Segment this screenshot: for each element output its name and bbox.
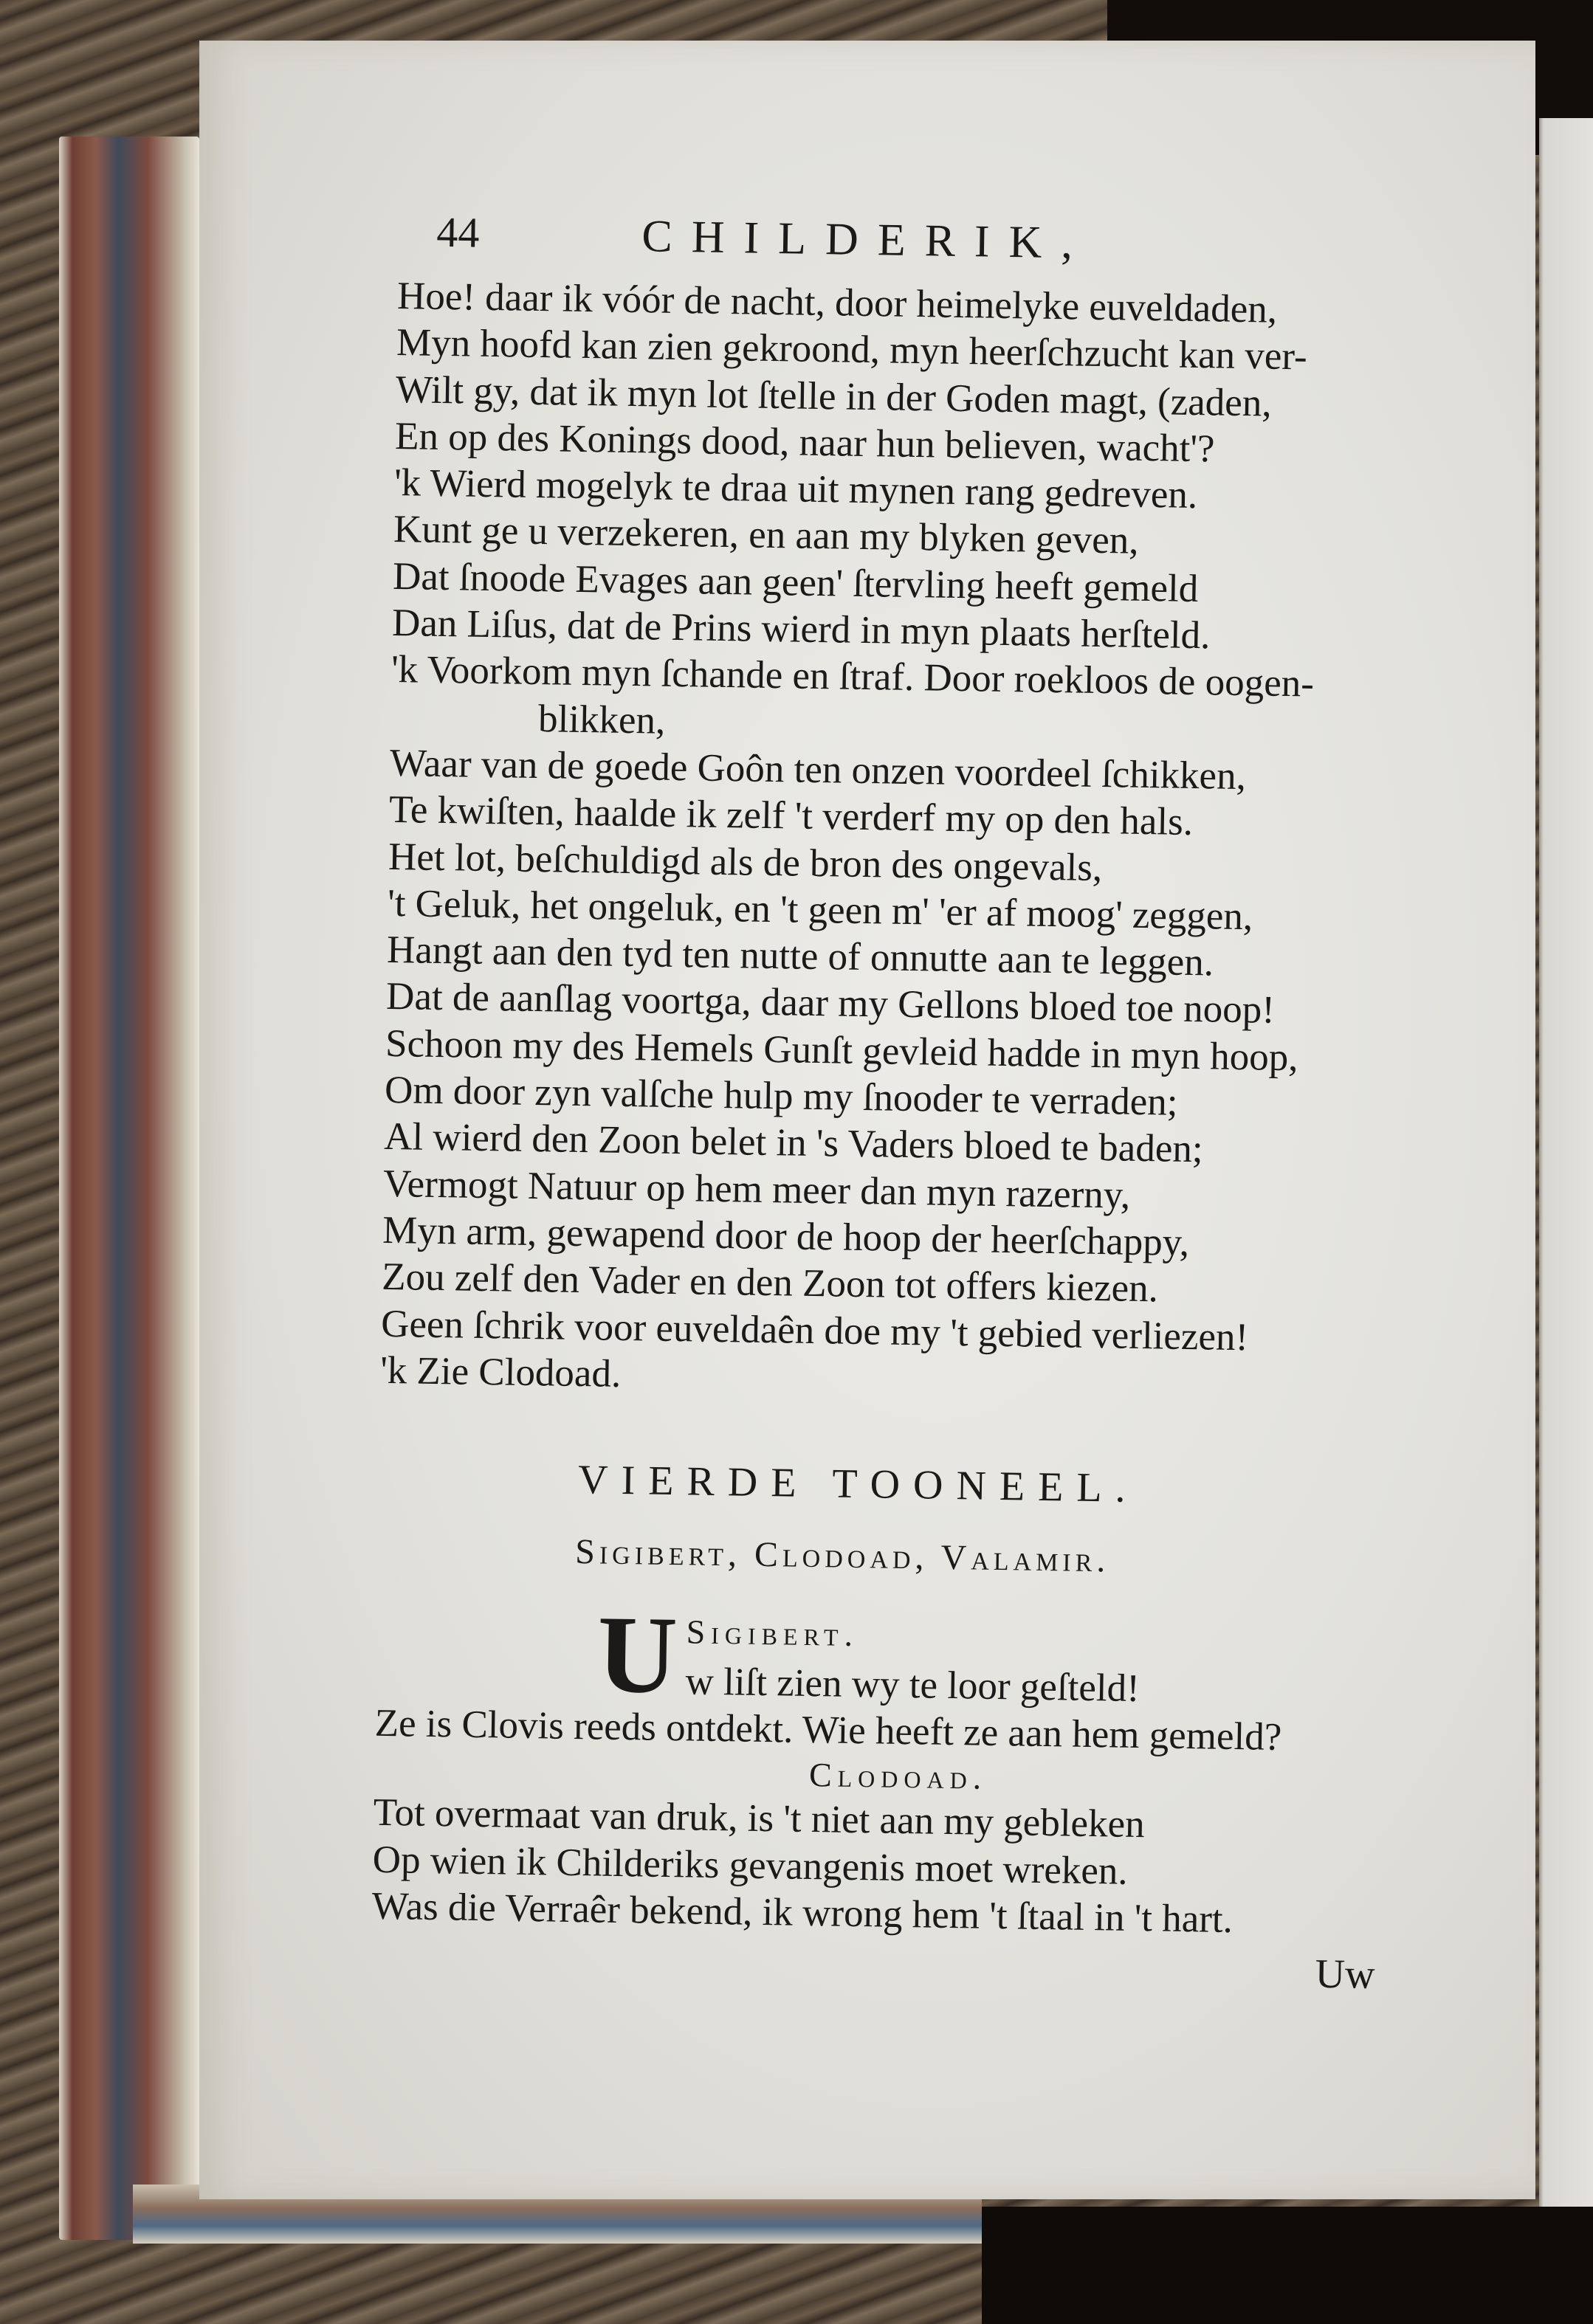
verse-line: Dat de aanſlag voortga, daar my Gellons bloed toe noop!: [385, 975, 1276, 1032]
page-number: 44: [436, 207, 480, 257]
drop-cap-initial: U: [596, 1593, 678, 1717]
scene-cast-list: Sigibert, Clodoad, Valamir.: [574, 1532, 1110, 1580]
verse-line: 'k Zie Clodoad.: [379, 1348, 622, 1396]
verse-line: Vermogt Natuur op hem meer dan myn razerny,: [382, 1162, 1131, 1217]
verse-line: Kunt ge u verzekeren, en aan my blyken geven,: [393, 508, 1140, 563]
verse-line: Waar van de goede Goôn ten onzen voordeel ſchikken,: [389, 741, 1247, 799]
verse-line: Op wien ik Childeriks gevangenis moet wreken.: [372, 1838, 1129, 1893]
speaker-name: Sigibert.: [686, 1613, 859, 1654]
verse-line: Al wierd den Zoon belet in 's Vaders bloed te baden;: [383, 1115, 1204, 1171]
book-spine-binding: [59, 137, 199, 2240]
verse-line: Hoe! daar ik vóór de nacht, door heimelyke euveldaden,: [396, 274, 1278, 331]
verse-line: w liſt zien wy te loor geſteld!: [685, 1660, 1140, 1711]
verse-line: Zou zelf den Vader en den Zoon tot offers kiezen.: [381, 1255, 1159, 1311]
verse-line: En op des Konings dood, naar hun believen, wacht'?: [394, 414, 1215, 471]
verse-line: Te kwiſten, haalde ik zelf 't verderf my op den hals.: [388, 788, 1194, 844]
verse-line-continuation: blikken,: [537, 697, 666, 742]
page-text: [371, 207, 1447, 1999]
scene-heading: VIERDE TOONEEL.: [577, 1457, 1140, 1512]
verse-line: 'k Wierd mogelyk te draa uit mynen rang gedreven.: [393, 461, 1198, 517]
verse-line: Geen ſchrik voor euveldaên doe my 't gebied verliezen!: [380, 1302, 1249, 1359]
scene-opening: [375, 1593, 1425, 1717]
verse-line: Ze is Clovis reeds ontdekt. Wie heeft ze aan hem gemeld?: [374, 1701, 1282, 1759]
catchword: Uw: [1315, 1951, 1376, 1999]
verse-line: Dan Liſus, dat de Prins wierd in myn plaats herſteld.: [391, 601, 1211, 658]
verse-line: Om door zyn valſche hulp my ſnooder te verraden;: [384, 1068, 1178, 1124]
speaker-name: Clodoad.: [808, 1756, 988, 1797]
verse-line: 't Geluk, het ongeluk, en 't geen m' 'er af moog' zeggen,: [387, 881, 1253, 939]
verse-line: Het lot, beſchuldigd als de bron des ongevals,: [388, 835, 1103, 889]
verse-line: Tot overmaat van druk, is 't niet aan my gebleken: [373, 1791, 1146, 1847]
verse-line: Schoon my des Hemels Gunſt gevleid hadde in myn hoop,: [385, 1021, 1298, 1080]
verse-line: Hangt aan den tyd ten nutte of onnutte aan te leggen.: [386, 928, 1214, 985]
verse-line: Dat ſnoode Evages aan geen' ſtervling heeft gemeld: [392, 554, 1199, 610]
verse-line: Myn hoofd kan zien gekroond, myn heerſchzucht kan ver-: [396, 321, 1308, 379]
verse-line: Was die Verraêr bekend, ik wrong hem 't ſtaal in 't hart.: [371, 1884, 1234, 1942]
verse-line: Myn arm, gewapend door de hoop der heerſchappy,: [382, 1208, 1190, 1264]
background-shadow-bottom: [982, 2207, 1593, 2324]
running-title: CHILDERIK,: [641, 211, 1093, 269]
speech-block: [380, 273, 1446, 1410]
facing-page-edge: [1539, 118, 1593, 2207]
verse-line: Wilt gy, dat ik myn lot ſtelle in der Goden magt, (zaden,: [395, 368, 1273, 425]
verse-line: 'k Voorkom myn ſchande en ſtraf. Door roekloos de oogen-: [390, 648, 1315, 706]
